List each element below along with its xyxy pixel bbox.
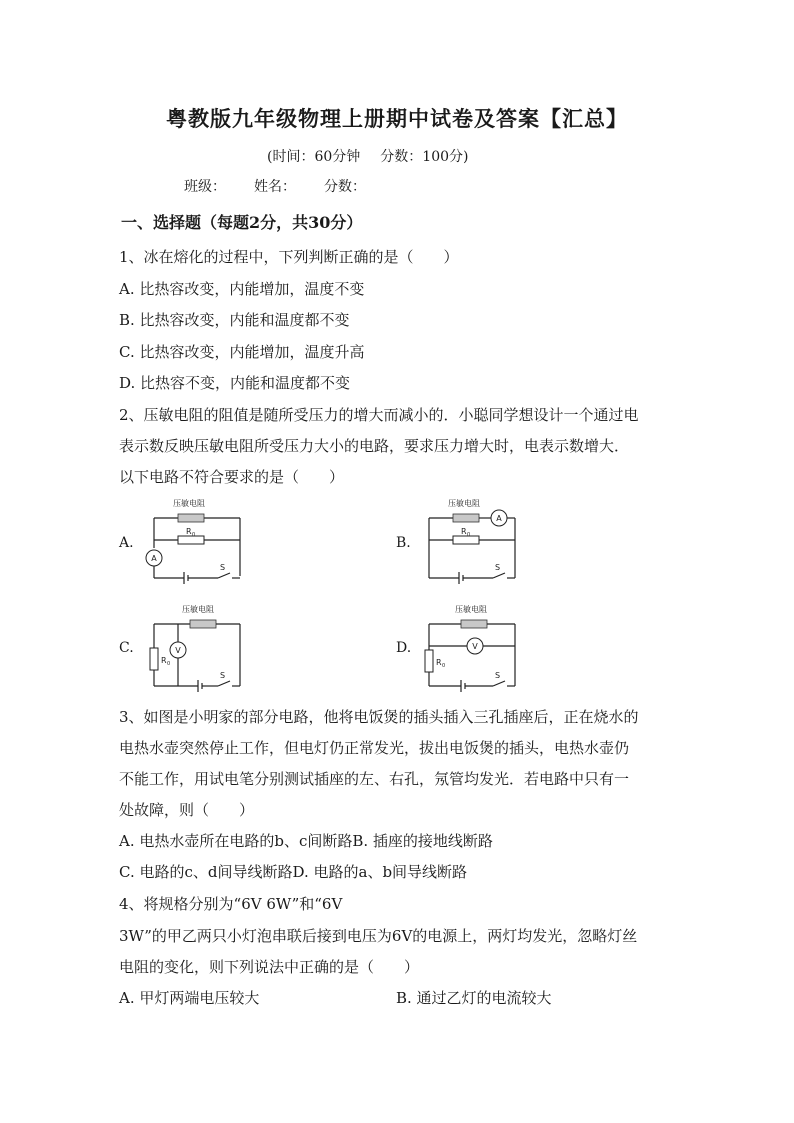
q1-option-b: B. 比热容改变，内能和温度都不变 xyxy=(119,311,350,329)
circuit-b-switch xyxy=(493,573,505,578)
svg-text:S: S xyxy=(495,671,501,680)
circuit-c-switch xyxy=(218,681,230,686)
q4-stem-line-2: 3W”的甲乙两只小灯泡串联后接到电压为6V的电源上，两灯均发光，忽略灯丝 xyxy=(119,927,638,945)
q3-options-cd: C. 电路的c、d间导线断路D. 电路的a、b间导线断路 xyxy=(119,863,468,881)
circuit-diagram-a xyxy=(140,496,250,588)
circuit-b-resistor xyxy=(453,536,479,544)
circuit-a-resistor xyxy=(178,536,204,544)
circuit-a-sensor-label: 压敏电阻 xyxy=(173,499,205,508)
score-label: 分数： xyxy=(324,179,366,195)
circuit-c-sensor-label: 压敏电阻 xyxy=(182,605,214,614)
circuit-c-pressure-sensor xyxy=(190,620,216,628)
circuit-d-r0-label: R xyxy=(436,658,442,667)
section-heading: 一、选择题（每题2分，共30分） xyxy=(121,213,363,232)
svg-text:S: S xyxy=(495,563,501,572)
page-title: 粤教版九年级物理上册期中试卷及答案【汇总】 xyxy=(166,106,628,131)
circuit-diagram-b xyxy=(415,496,525,588)
circuit-b-pressure-sensor xyxy=(453,514,479,522)
q3-stem-line-4: 处故障，则（ ） xyxy=(119,801,255,819)
circuit-a-switch xyxy=(218,573,230,578)
svg-text:A: A xyxy=(496,514,502,523)
q4-stem-line-3: 电阻的变化，则下列说法中正确的是（ ） xyxy=(119,958,420,976)
q3-stem-line-1: 3、如图是小明家的部分电路，他将电饭煲的插头插入三孔插座后，正在烧水的 xyxy=(119,708,639,726)
q4-stem-line-1: 4、将规格分别为“6V 6W”和“6V xyxy=(119,895,343,913)
circuit-d-resistor xyxy=(425,650,433,672)
svg-text:0: 0 xyxy=(192,532,196,538)
circuit-d-sensor-label: 压敏电阻 xyxy=(455,605,487,614)
circuit-diagram-c xyxy=(140,602,250,694)
circuit-d-pressure-sensor xyxy=(461,620,487,628)
circuit-b-sensor-label: 压敏电阻 xyxy=(448,499,480,508)
circuit-a-r0-label: R xyxy=(186,527,192,536)
q4-option-a: A. 甲灯两端电压较大 xyxy=(119,989,260,1007)
exam-time: (时间：60分钟 xyxy=(267,149,361,165)
exam-meta xyxy=(267,146,488,166)
svg-text:0: 0 xyxy=(442,663,446,669)
class-label: 班级： xyxy=(184,179,226,195)
q2-label-d: D. xyxy=(396,640,412,656)
circuit-c-resistor xyxy=(150,648,158,670)
circuit-d-switch xyxy=(493,681,505,686)
q3-stem-line-3: 不能工作，用试电笔分别测试插座的左、右孔，氖管均发光．若电路中只有一 xyxy=(119,770,630,788)
exam-total-score: 分数：100分) xyxy=(380,149,469,165)
circuit-c-r0-label: R xyxy=(161,656,167,665)
q3-options-ab: A. 电热水壶所在电路的b、c间断路B. 插座的接地线断路 xyxy=(119,832,493,850)
q2-label-b: B. xyxy=(396,535,411,551)
q1-stem: 1、冰在熔化的过程中，下列判断正确的是（ ） xyxy=(119,248,459,266)
svg-text:0: 0 xyxy=(167,661,171,667)
q3-stem-line-2: 电热水壶突然停止工作，但电灯仍正常发光，拔出电饭煲的插头，电热水壶仍 xyxy=(119,739,630,757)
circuit-a-pressure-sensor xyxy=(178,514,204,522)
q2-stem-line-3: 以下电路不符合要求的是（ ） xyxy=(119,468,345,486)
q2-label-a: A. xyxy=(119,535,134,551)
circuit-b-r0-label: R xyxy=(461,527,467,536)
svg-text:V: V xyxy=(175,646,181,655)
q1-option-c: C. 比热容改变，内能增加，温度升高 xyxy=(119,343,365,361)
name-label: 姓名： xyxy=(254,179,296,195)
q4-option-b: B. 通过乙灯的电流较大 xyxy=(396,989,552,1007)
svg-text:S: S xyxy=(220,563,226,572)
svg-text:S: S xyxy=(220,671,226,680)
q1-option-a: A. 比热容改变，内能增加，温度不变 xyxy=(119,280,365,298)
student-info xyxy=(184,176,394,196)
svg-text:V: V xyxy=(472,642,478,651)
circuit-diagram-d xyxy=(415,602,525,694)
svg-text:0: 0 xyxy=(467,532,471,538)
svg-text:A: A xyxy=(151,554,157,563)
q2-label-c: C. xyxy=(119,640,134,656)
q2-stem-line-1: 2、压敏电阻的阻值是随所受压力的增大而减小的．小聪同学想设计一个通过电 xyxy=(119,406,639,424)
q2-stem-line-2: 表示数反映压敏电阻所受压力大小的电路，要求压力增大时，电表示数增大． xyxy=(119,437,630,455)
q1-option-d: D. 比热容不变，内能和温度都不变 xyxy=(119,374,351,392)
